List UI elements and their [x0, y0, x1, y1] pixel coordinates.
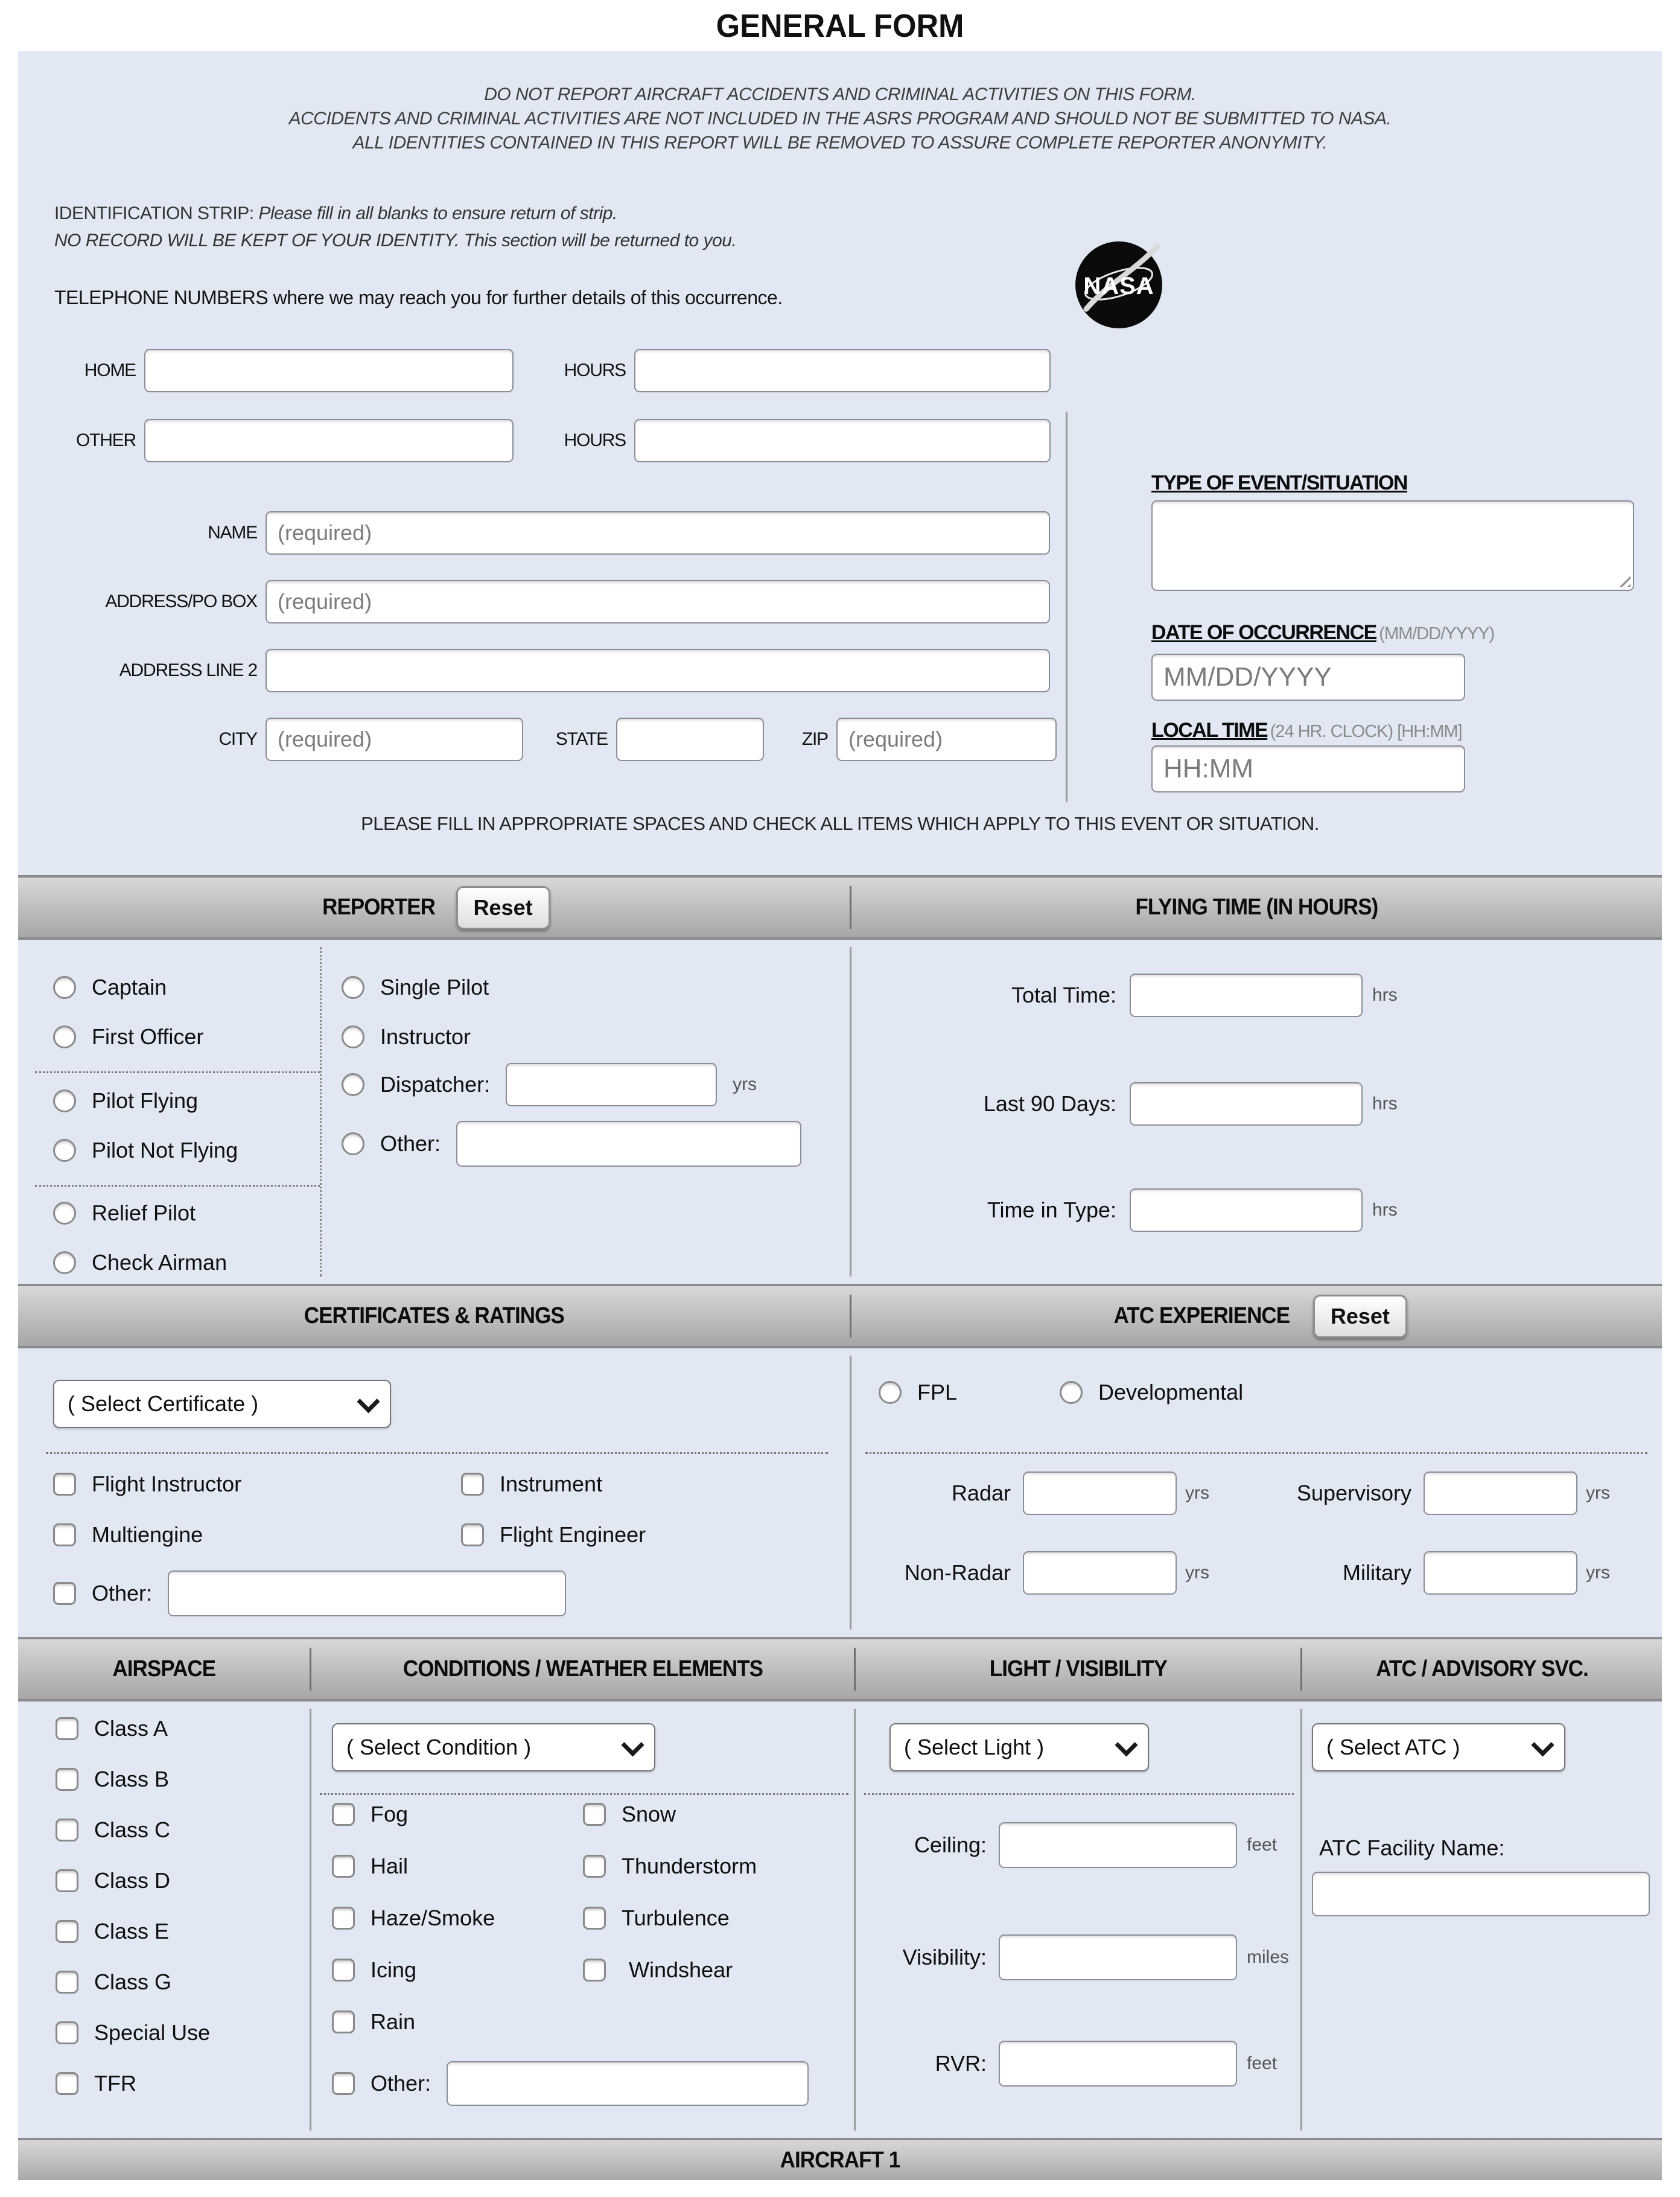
- visibility-row: Visibility: miles: [857, 1934, 1289, 1980]
- radar-label: Radar: [951, 1481, 1011, 1505]
- city-label: CITY: [218, 729, 257, 749]
- option-fpl[interactable]: FPL: [879, 1380, 957, 1405]
- option-class-g[interactable]: Class G: [56, 1969, 171, 1995]
- page-title: GENERAL FORM: [716, 8, 964, 44]
- total-time-input[interactable]: [1130, 974, 1363, 1017]
- svg-text:NASA: NASA: [1083, 273, 1154, 299]
- divider: [46, 1452, 828, 1454]
- city-state-zip-row: [18, 718, 1057, 761]
- chevron-down-icon: [1115, 1733, 1138, 1756]
- haze-smoke-checkbox[interactable]: [332, 1907, 355, 1930]
- conditions-other-checkbox[interactable]: [332, 2072, 355, 2095]
- icing-checkbox[interactable]: [332, 1959, 355, 1982]
- rvr-row: RVR: feet: [857, 2041, 1277, 2087]
- atc-facility-name-label: ATC Facility Name:: [1319, 1835, 1505, 1860]
- warning-text: DO NOT REPORT AIRCRAFT ACCIDENTS AND CRIMINAL ACTIVITIES ON THIS FORM. ACCIDENTS AND CRIMINAL ACTIVITIES ARE NOT INCLUDED IN THE ASRS PROGRAM AND SHOULD NOT BE SUBMITTED TO NASA. ALL IDENTITIES CONTAINED IN THIS REPORT WILL BE REMOVED TO ASSURE COMPLETE REPORTER ANONYMITY.: [288, 84, 1392, 153]
- other-phone-input[interactable]: [144, 419, 514, 462]
- option-developmental[interactable]: Developmental: [1060, 1380, 1243, 1405]
- pilot-flying-radio[interactable]: [53, 1089, 76, 1112]
- address-row: [18, 580, 1050, 623]
- option-pilot-not-flying[interactable]: Pilot Not Flying: [53, 1138, 238, 1163]
- option-icing[interactable]: Icing: [332, 1957, 416, 1983]
- option-dispatcher[interactable]: Dispatcher: yrs: [342, 1063, 757, 1106]
- option-multiengine[interactable]: Multiengine: [53, 1522, 203, 1548]
- fog-checkbox[interactable]: [332, 1803, 355, 1826]
- airspace-header: AIRSPACE: [112, 1656, 215, 1682]
- option-hail[interactable]: Hail: [332, 1854, 408, 1879]
- snow-checkbox[interactable]: [583, 1803, 606, 1826]
- class-g-checkbox[interactable]: [56, 1971, 78, 1994]
- home-hours-input[interactable]: [634, 349, 1051, 392]
- home-label: HOME: [84, 360, 136, 380]
- last-90-days-input[interactable]: [1130, 1082, 1363, 1126]
- dispatcher-radio[interactable]: [342, 1073, 364, 1096]
- total-time-label: Total Time:: [1011, 983, 1116, 1007]
- option-class-d[interactable]: Class D: [56, 1868, 170, 1893]
- option-class-c[interactable]: Class C: [56, 1817, 170, 1843]
- instructor-radio[interactable]: [342, 1025, 364, 1048]
- option-windshear[interactable]: Windshear: [583, 1957, 733, 1983]
- option-flight-instructor[interactable]: Flight Instructor: [53, 1472, 241, 1497]
- certificates-header: CERTIFICATES & RATINGS: [304, 1303, 564, 1328]
- chevron-down-icon: [357, 1390, 380, 1413]
- military-years-input[interactable]: [1424, 1551, 1577, 1595]
- divider: [850, 1356, 851, 1630]
- address-label: ADDRESS/PO BOX: [105, 592, 257, 611]
- telephone-heading: TELEPHONE NUMBERS where we may reach you for further details of this occurrence.: [54, 287, 783, 308]
- windshear-checkbox[interactable]: [583, 1959, 606, 1982]
- address-line2-label: ADDRESS LINE 2: [119, 660, 257, 680]
- rvr-label: RVR:: [935, 2051, 987, 2076]
- option-relief-pilot[interactable]: Relief Pilot: [53, 1201, 196, 1226]
- fpl-radio[interactable]: [879, 1381, 902, 1404]
- rvr-input[interactable]: [999, 2041, 1237, 2087]
- last-90-days-label: Last 90 Days:: [983, 1091, 1116, 1116]
- multiengine-checkbox[interactable]: [53, 1523, 76, 1546]
- ceiling-input[interactable]: [999, 1822, 1237, 1868]
- option-haze-smoke[interactable]: Haze/Smoke: [332, 1905, 495, 1931]
- state-input[interactable]: [616, 718, 764, 761]
- class-c-checkbox[interactable]: [56, 1819, 78, 1841]
- chevron-down-icon: [621, 1733, 644, 1756]
- instrument-checkbox[interactable]: [461, 1473, 484, 1496]
- other-hours-label: HOURS: [564, 430, 626, 450]
- light-visibility-header: LIGHT / VISIBILITY: [989, 1656, 1167, 1682]
- reporter-reset-button[interactable]: Reset: [456, 886, 550, 930]
- zip-input[interactable]: [836, 718, 1057, 761]
- single-pilot-radio[interactable]: [342, 976, 364, 999]
- date-of-occurrence-label: DATE OF OCCURRENCE (MM/DD/YYYY): [1151, 621, 1495, 644]
- divider: [35, 1185, 320, 1187]
- conditions-header: CONDITIONS / WEATHER ELEMENTS: [402, 1656, 763, 1682]
- option-class-e[interactable]: Class E: [56, 1919, 169, 1944]
- flying-time-header: FLYING TIME (IN HOURS): [1135, 894, 1378, 920]
- tfr-checkbox[interactable]: [56, 2072, 78, 2095]
- option-first-officer[interactable]: First Officer: [53, 1024, 203, 1050]
- first-officer-radio[interactable]: [53, 1025, 76, 1048]
- total-time-row: Total Time: hrs: [899, 974, 1398, 1017]
- reporter-other-input[interactable]: [456, 1121, 801, 1167]
- option-check-airman[interactable]: Check Airman: [53, 1250, 227, 1275]
- divider: [320, 947, 322, 1277]
- home-hours-label: HOURS: [564, 360, 626, 380]
- instruction-text: PLEASE FILL IN APPROPRIATE SPACES AND CHECK ALL ITEMS WHICH APPLY TO THIS EVENT OR SITUATION.: [361, 813, 1319, 834]
- divider: [310, 1709, 311, 2131]
- city-input[interactable]: [266, 718, 523, 761]
- other-label: OTHER: [75, 430, 136, 450]
- date-of-occurrence-input[interactable]: [1151, 654, 1465, 701]
- local-time-input[interactable]: [1151, 745, 1465, 792]
- visibility-input[interactable]: [999, 1934, 1237, 1980]
- ceiling-row: Ceiling: feet: [857, 1822, 1277, 1868]
- class-d-checkbox[interactable]: [56, 1869, 78, 1892]
- time-in-type-input[interactable]: [1130, 1188, 1363, 1232]
- atc-experience-reset-button[interactable]: Reset: [1313, 1295, 1407, 1338]
- address-line2-input[interactable]: [266, 649, 1050, 692]
- reporter-flying-header: [18, 875, 1662, 940]
- time-in-type-row: Time in Type: hrs: [899, 1188, 1398, 1232]
- developmental-radio[interactable]: [1060, 1381, 1083, 1404]
- divider: [1300, 1709, 1302, 2131]
- conditions-other-input[interactable]: [447, 2061, 809, 2106]
- check-airman-radio[interactable]: [53, 1251, 76, 1274]
- class-e-checkbox[interactable]: [56, 1920, 78, 1943]
- option-single-pilot[interactable]: Single Pilot: [342, 975, 489, 1000]
- certificate-select[interactable]: ( Select Certificate ): [53, 1380, 391, 1428]
- turbulence-checkbox[interactable]: [583, 1907, 606, 1930]
- last-90-days-row: Last 90 Days: hrs: [899, 1082, 1398, 1126]
- option-snow[interactable]: Snow: [583, 1802, 676, 1827]
- dispatcher-years-input[interactable]: [506, 1063, 717, 1106]
- option-certificates-other[interactable]: Other:: [53, 1570, 566, 1616]
- option-thunderstorm[interactable]: Thunderstorm: [583, 1854, 757, 1879]
- option-conditions-other[interactable]: Other:: [332, 2061, 809, 2106]
- reporter-other-radio[interactable]: [342, 1132, 364, 1155]
- class-b-checkbox[interactable]: [56, 1768, 78, 1791]
- rain-checkbox[interactable]: [332, 2010, 355, 2033]
- option-pilot-flying[interactable]: Pilot Flying: [53, 1088, 198, 1114]
- option-instructor[interactable]: Instructor: [342, 1024, 471, 1050]
- radar-supervisory-row: Radar yrs Supervisory yrs: [863, 1472, 1610, 1515]
- name-input[interactable]: [266, 511, 1050, 555]
- divider: [320, 1793, 848, 1795]
- condition-select[interactable]: ( Select Condition ): [332, 1723, 655, 1771]
- non-radar-label: Non-Radar: [904, 1560, 1011, 1585]
- option-class-b[interactable]: Class B: [56, 1767, 169, 1792]
- state-label: STATE: [555, 729, 608, 749]
- relief-pilot-radio[interactable]: [53, 1202, 76, 1225]
- nasa-logo: [1073, 238, 1165, 330]
- divider: [864, 1793, 1294, 1795]
- nonradar-military-row: Non-Radar yrs Military yrs: [863, 1551, 1610, 1595]
- home-phone-row: [54, 349, 1051, 392]
- aircraft-1-header: AIRCRAFT 1: [18, 2138, 1662, 2180]
- class-a-checkbox[interactable]: [56, 1717, 78, 1740]
- flight-engineer-checkbox[interactable]: [461, 1523, 484, 1546]
- option-reporter-other[interactable]: Other:: [342, 1121, 801, 1167]
- environment-header: [18, 1637, 1662, 1701]
- pilot-not-flying-radio[interactable]: [53, 1139, 76, 1162]
- event-type-textarea[interactable]: [1151, 500, 1634, 591]
- event-type-field: [1151, 500, 1634, 591]
- home-phone-input[interactable]: [144, 349, 514, 392]
- identification-strip-note: IDENTIFICATION STRIP: Please fill in all blanks to ensure return of strip. NO RECORD WILL BE KEPT OF YOUR IDENTITY. This section will be returned to you.: [54, 203, 737, 250]
- certificates-other-checkbox[interactable]: [53, 1582, 76, 1605]
- atc-experience-header: ATC EXPERIENCE: [1113, 1303, 1290, 1328]
- chevron-down-icon: [1531, 1733, 1554, 1756]
- time-in-type-label: Time in Type:: [987, 1197, 1116, 1222]
- ceiling-label: Ceiling:: [914, 1832, 987, 1857]
- supervisory-years-input[interactable]: [1424, 1472, 1577, 1515]
- captain-radio[interactable]: [53, 976, 76, 999]
- name-label: NAME: [208, 523, 257, 543]
- atc-select[interactable]: ( Select ATC ): [1312, 1723, 1565, 1771]
- option-tfr[interactable]: TFR: [56, 2071, 136, 2096]
- other-hours-input[interactable]: [634, 419, 1051, 462]
- light-select[interactable]: ( Select Light ): [889, 1723, 1149, 1771]
- thunderstorm-checkbox[interactable]: [583, 1855, 606, 1878]
- hail-checkbox[interactable]: [332, 1855, 355, 1878]
- option-captain[interactable]: Captain: [53, 975, 167, 1000]
- option-special-use[interactable]: Special Use: [56, 2020, 210, 2046]
- option-fog[interactable]: Fog: [332, 1802, 408, 1827]
- option-rain[interactable]: Rain: [332, 2009, 415, 2035]
- option-class-a[interactable]: Class A: [56, 1716, 168, 1741]
- certificates-atc-body: [18, 1348, 1662, 1637]
- local-time-label: LOCAL TIME (24 HR. CLOCK) [HH:MM]: [1151, 719, 1462, 742]
- flight-instructor-checkbox[interactable]: [53, 1473, 76, 1496]
- atc-facility-name-input[interactable]: [1312, 1872, 1650, 1916]
- certificates-atc-header: [18, 1284, 1662, 1348]
- military-label: Military: [1343, 1560, 1411, 1585]
- divider: [854, 1709, 856, 2131]
- general-form: [18, 51, 1662, 2180]
- non-radar-years-input[interactable]: [1023, 1551, 1177, 1595]
- atc-advisory-header: ATC / ADVISORY SVC.: [1376, 1656, 1588, 1682]
- address-line2-row: [18, 649, 1050, 692]
- divider: [35, 1071, 320, 1073]
- name-row: [18, 511, 1050, 555]
- option-turbulence[interactable]: Turbulence: [583, 1905, 730, 1931]
- reporter-flying-body: [18, 940, 1662, 1284]
- event-type-label: TYPE OF EVENT/SITUATION: [1151, 471, 1407, 494]
- option-instrument[interactable]: Instrument: [461, 1472, 602, 1497]
- certificates-other-input[interactable]: [168, 1570, 566, 1616]
- reporter-header: REPORTER: [322, 894, 436, 920]
- radar-years-input[interactable]: [1023, 1472, 1177, 1515]
- supervisory-label: Supervisory: [1296, 1481, 1411, 1505]
- visibility-label: Visibility:: [902, 1945, 987, 1969]
- option-flight-engineer[interactable]: Flight Engineer: [461, 1522, 646, 1548]
- zip-label: ZIP: [801, 729, 828, 749]
- divider: [1066, 412, 1068, 802]
- divider: [865, 1452, 1647, 1454]
- address-input[interactable]: [266, 580, 1050, 623]
- special-use-checkbox[interactable]: [56, 2021, 78, 2044]
- divider: [850, 947, 851, 1277]
- other-phone-row: [54, 419, 1051, 462]
- environment-body: [18, 1701, 1662, 2138]
